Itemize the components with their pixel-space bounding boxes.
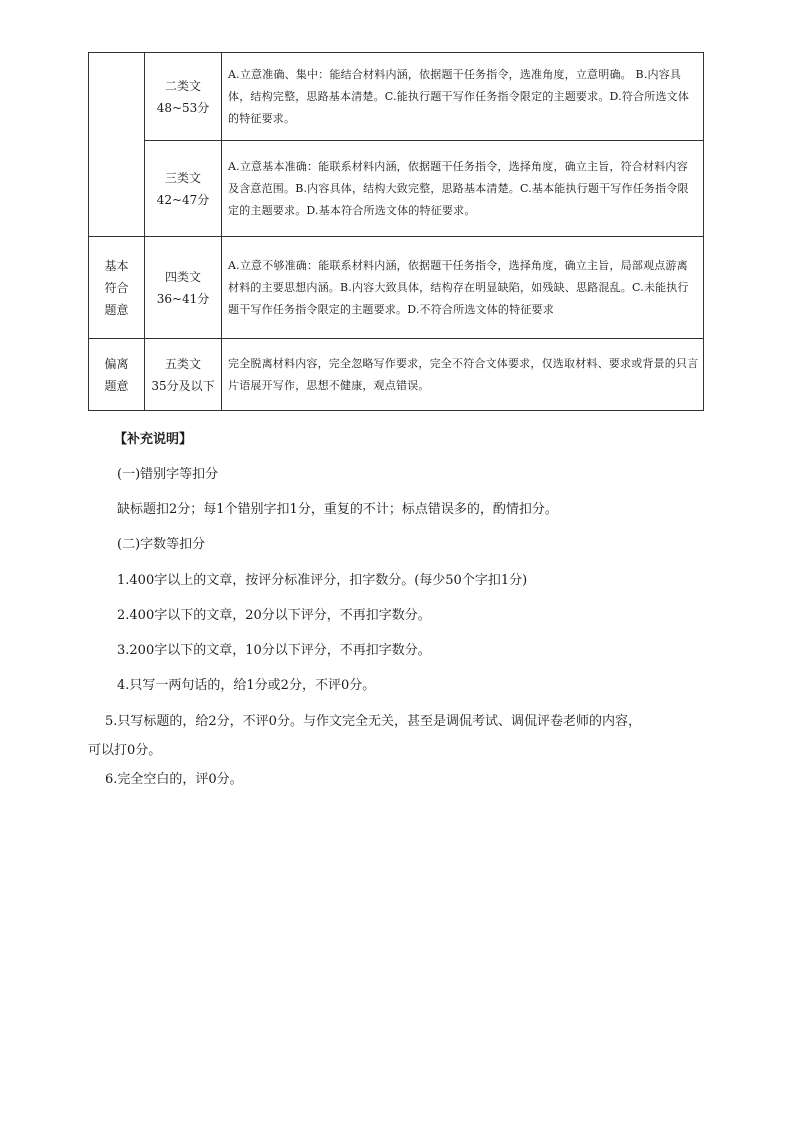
grade-score: 42~47分 (156, 192, 210, 207)
grade-score: 35分及以下 (151, 378, 215, 393)
notes-heading: 【补充说明】 (114, 432, 193, 447)
table-row (89, 141, 704, 237)
category-cell (89, 339, 145, 411)
grade-cell (145, 53, 222, 141)
grade-cell (145, 141, 222, 237)
grade-cell (145, 237, 222, 339)
list-item-continued: 可以打0分。 (88, 743, 162, 758)
section-title: (二)字数等扣分 (117, 537, 206, 552)
grade-cell (145, 339, 222, 411)
list-item: 3.200字以下的文章，10分以下评分，不再扣字数分。 (117, 643, 431, 658)
criteria-cell: A.立意基本准确：能联系材料内涵，依据题干任务指令，选择角度，确立主旨，符合材料内容及含意范围。B.内容具体，结构大致完整，思路基本清楚。C.基本能执行题干写作任务指令限定的主题要求。D.基本符合所选文体的特征要求。 (222, 141, 704, 237)
grade-label: 五类文 (164, 356, 201, 371)
table-row (89, 53, 704, 141)
category-text: 基本 (104, 258, 129, 273)
table-row (89, 237, 704, 339)
grade-label: 二类文 (164, 78, 201, 93)
criteria-cell: 完全脱离材料内容，完全忽略写作要求，完全不符合文体要求，仅选取材料、要求或背景的只言片语展开写作，思想不健康，观点错误。 (222, 339, 704, 411)
table-row (89, 339, 704, 411)
category-text: 题意 (104, 302, 129, 317)
grading-table (88, 52, 704, 411)
category-text: 偏离 (104, 356, 129, 371)
list-item: 4.只写一两句话的，给1分或2分，不评0分。 (117, 678, 376, 693)
grade-label: 四类文 (164, 269, 201, 284)
list-item: 2.400字以下的文章，20分以下评分，不再扣字数分。 (117, 608, 431, 623)
category-cell (89, 53, 145, 237)
category-cell (89, 237, 145, 339)
category-text: 符合 (104, 280, 129, 295)
criteria-cell: A.立意准确、集中：能结合材料内涵，依据题干任务指令，选准角度，立意明确。 B.内容具体，结构完整，思路基本清楚。C.能执行题干写作任务指令限定的主题要求。D.符合所选文体的特征要求。 (222, 53, 704, 141)
list-item: 1.400字以上的文章，按评分标准评分，扣字数分。(每少50个字扣1分) (117, 573, 528, 588)
grade-score: 48~53分 (156, 100, 210, 115)
criteria-cell: A.立意不够准确：能联系材料内涵，依据题干任务指令，选择角度，确立主旨，局部观点游离材料的主要思想内涵。B.内容大致具体，结构存在明显缺陷，如残缺、思路混乱。C.未能执行题干写作任务指令限定的主题要求。D.不符合所选文体的特征要求 (222, 237, 704, 339)
list-item: 6.完全空白的，评0分。 (105, 772, 243, 787)
grade-score: 36~41分 (156, 291, 210, 306)
list-item: 5.只写标题的，给2分，不评0分。与作文完全无关，甚至是调侃考试、调侃评卷老师的内容， (105, 714, 641, 729)
category-text: 题意 (104, 378, 129, 393)
section-title: (一)错别字等扣分 (117, 467, 219, 482)
paragraph: 缺标题扣2分；每1个错别字扣1分，重复的不计；标点错误多的，酌情扣分。 (117, 502, 558, 517)
grade-label: 三类文 (164, 170, 201, 185)
